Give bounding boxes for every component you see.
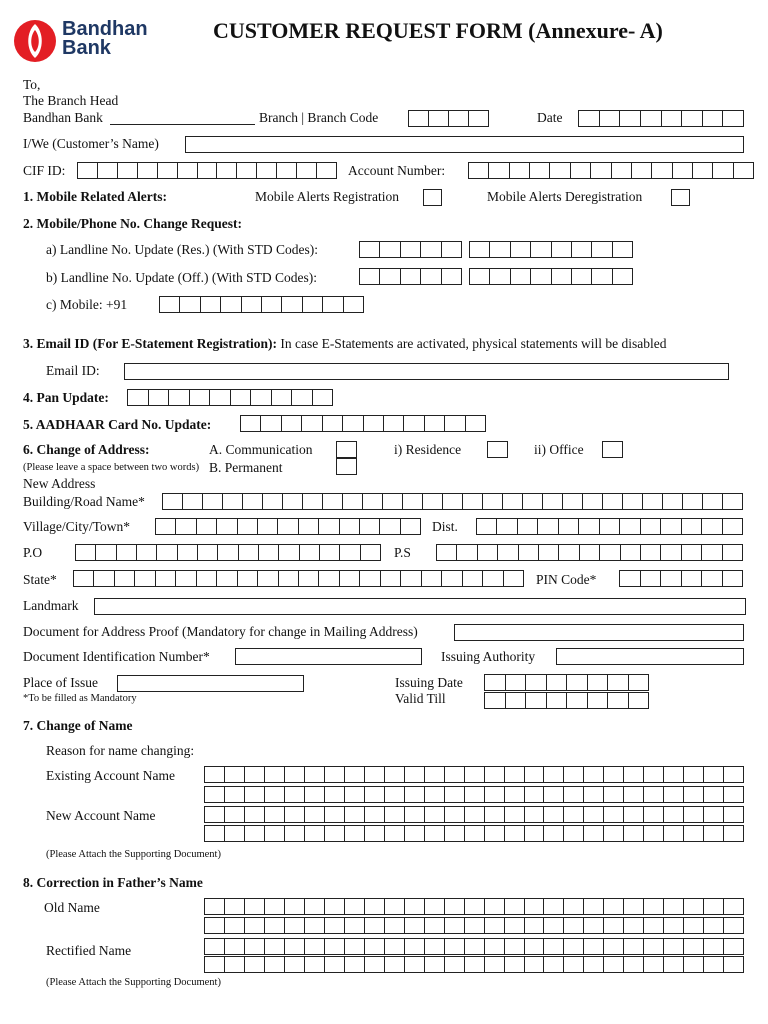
branch-code-field[interactable] [408,110,489,127]
new-name-field-1[interactable] [204,806,744,823]
mobile-alerts-registration-checkbox[interactable] [423,189,442,206]
section-7-title: 7. Change of Name [23,718,133,733]
section-7-attach-note: (Please Attach the Supporting Document) [46,849,221,860]
valid-till-field[interactable] [484,692,649,709]
doc-id-field[interactable] [235,648,422,665]
dist-field[interactable] [476,518,743,535]
landline-off-std-field[interactable] [359,268,462,285]
customer-name-label: I/We (Customer’s Name) [23,136,159,151]
reason-label: Reason for name changing: [46,743,195,758]
section-5-title: 5. AADHAAR Card No. Update: [23,417,212,432]
to-label: To, [23,77,41,92]
state-field[interactable] [73,570,524,587]
place-of-issue-field[interactable] [117,675,304,692]
issuing-date-label: Issuing Date [395,675,463,690]
email-field[interactable] [124,363,729,380]
communication-checkbox[interactable] [336,441,357,458]
landmark-label: Landmark [23,598,79,613]
rectified-name-field-2[interactable] [204,956,744,973]
office-checkbox[interactable] [602,441,623,458]
mandatory-note: *To be filled as Mandatory [23,693,137,704]
pin-code-label: PIN Code* [536,572,597,587]
landline-off-number-field[interactable] [469,268,633,285]
account-number-label: Account Number: [348,163,446,178]
doc-proof-label: Document for Address Proof (Mandatory for change in Mailing Address) [23,624,418,639]
residence-checkbox[interactable] [487,441,508,458]
doc-proof-field[interactable] [454,624,744,641]
permanent-checkbox[interactable] [336,458,357,475]
village-field[interactable] [155,518,421,535]
address-spacing-note: (Please leave a space between two words) [23,462,200,473]
section-2-title: 2. Mobile/Phone No. Change Request: [23,216,242,231]
building-label: Building/Road Name* [23,494,145,509]
building-field[interactable] [162,493,743,510]
mobile-label: c) Mobile: +91 [46,297,128,312]
new-name-field-2[interactable] [204,825,744,842]
section-8-title: 8. Correction in Father’s Name [23,875,203,890]
section-3-title [23,337,666,351]
landline-res-std-field[interactable] [359,241,462,258]
mobile-alerts-deregistration-label: Mobile Alerts Deregistration [487,189,643,204]
new-address-label: New Address [23,476,96,491]
ps-label: P.S [394,545,411,560]
bank-logo-text: Bandhan Bank [62,18,148,59]
mobile-alerts-registration-label: Mobile Alerts Registration [255,189,399,204]
date-label: Date [537,110,563,125]
section-6-title: 6. Change of Address: [23,442,150,457]
ps-field[interactable] [436,544,743,561]
mobile-alerts-deregistration-checkbox[interactable] [671,189,690,206]
branch-head-label: The Branch Head [23,93,119,108]
dist-label: Dist. [432,519,458,534]
po-field[interactable] [75,544,381,561]
account-number-field[interactable] [468,162,754,179]
section-3-note: In case E-Statements are activated, physical statements will be disabled [276,336,667,351]
valid-till-label: Valid Till [395,691,446,706]
old-name-field-2[interactable] [204,917,744,934]
bank-label: Bandhan Bank [23,110,103,125]
landline-res-label: a) Landline No. Update (Res.) (With STD Codes): [46,242,319,257]
new-name-label: New Account Name [46,808,156,823]
communication-label: A. Communication [209,442,313,457]
rectified-name-field-1[interactable] [204,938,744,955]
form-title: CUSTOMER REQUEST FORM (Annexure- A) [213,18,663,43]
section-4-title: 4. Pan Update: [23,390,109,405]
aadhaar-field[interactable] [240,415,486,432]
old-name-field-1[interactable] [204,898,744,915]
doc-id-label: Document Identification Number* [23,649,210,664]
customer-name-field[interactable] [185,136,744,153]
cif-label: CIF ID: [23,163,66,178]
rectified-name-label: Rectified Name [46,943,132,958]
place-of-issue-label: Place of Issue [23,675,98,690]
landline-res-number-field[interactable] [469,241,633,258]
landline-off-label: b) Landline No. Update (Off.) (With STD Codes): [46,270,318,285]
pin-code-field[interactable] [619,570,743,587]
section-1-title: 1. Mobile Related Alerts: [23,189,167,204]
pan-field[interactable] [127,389,333,406]
mobile-field[interactable] [159,296,364,313]
permanent-label: B. Permanent [209,460,283,475]
landmark-field[interactable] [94,598,746,615]
section-8-attach-note: (Please Attach the Supporting Document) [46,977,221,988]
old-name-label: Old Name [44,900,100,915]
issuing-authority-field[interactable] [556,648,744,665]
date-field[interactable] [578,110,744,127]
branch-code-label: Branch | Branch Code [259,110,379,125]
existing-name-label: Existing Account Name [46,768,175,783]
issuing-date-field[interactable] [484,674,649,691]
section-3-heading: 3. Email ID (For E-Statement Registration): [23,336,277,351]
branch-name-field[interactable] [110,124,255,125]
state-label: State* [23,572,57,587]
village-label: Village/City/Town* [23,519,130,534]
email-label: Email ID: [46,363,100,378]
cif-field[interactable] [77,162,337,179]
office-label: ii) Office [534,442,584,457]
existing-name-field-2[interactable] [204,786,744,803]
bandhan-bank-logo-icon [13,18,59,64]
issuing-authority-label: Issuing Authority [441,649,536,664]
po-label: P.O [23,545,43,560]
residence-label: i) Residence [394,442,462,457]
existing-name-field-1[interactable] [204,766,744,783]
